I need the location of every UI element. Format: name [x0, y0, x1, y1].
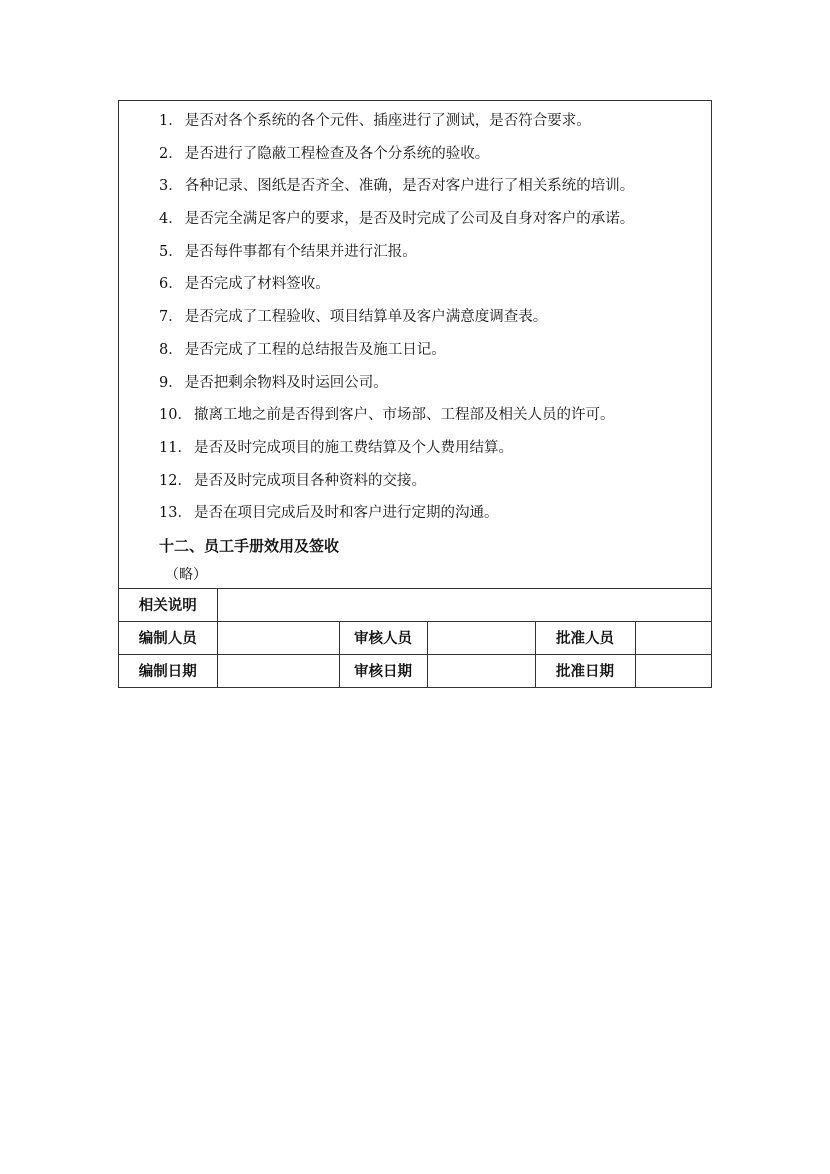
review-date-label: 审核日期 [339, 654, 427, 687]
checklist-item: 4． 是否完全满足客户的要求，是否及时完成了公司及自身对客户的承诺。 [159, 211, 635, 228]
checklist-item: 13． 是否在项目完成后及时和客户进行定期的沟通。 [159, 505, 499, 522]
table-row [119, 589, 711, 622]
checklist-item: 9． 是否把剩余物料及时运回公司。 [159, 374, 388, 391]
checklist-item: 1． 是否对各个系统的各个元件、插座进行了测试，是否符合要求。 [159, 113, 591, 129]
checklist-item: 7． 是否完成了工程验收、项目结算单及客户满意度调查表。 [159, 309, 548, 326]
checklist-item: 3． 各种记录、图纸是否齐全、准确，是否对客户进行了相关系统的培训。 [159, 178, 635, 195]
reviewer-value[interactable] [427, 621, 535, 654]
approver-label: 批准人员 [535, 621, 635, 654]
related-notes-value[interactable] [217, 589, 711, 622]
edit-date-value[interactable] [217, 654, 339, 687]
checklist-item: 10． 撤离工地之前是否得到客户、市场部、工程部及相关人员的许可。 [159, 407, 615, 424]
approve-date-label: 批准日期 [535, 654, 635, 687]
checklist-item: 12． 是否及时完成项目各种资料的交接。 [159, 472, 426, 489]
table-row [119, 621, 711, 654]
approve-date-value[interactable] [635, 654, 711, 687]
checklist-item: 5． 是否每件事都有个结果并进行汇报。 [159, 243, 417, 260]
editor-label: 编制人员 [119, 621, 217, 654]
signature-table [119, 589, 711, 687]
related-notes-label: 相关说明 [119, 589, 217, 622]
checklist-item: 8． 是否完成了工程的总结报告及施工日记。 [159, 341, 446, 358]
edit-date-label: 编制日期 [119, 654, 217, 687]
document-table [118, 100, 712, 688]
editor-value[interactable] [217, 621, 339, 654]
approver-value[interactable] [635, 621, 711, 654]
review-date-value[interactable] [427, 654, 535, 687]
checklist-item: 2． 是否进行了隐蔽工程检查及各个分系统的验收。 [159, 145, 490, 162]
checklist-item: 6． 是否完成了材料签收。 [159, 276, 330, 293]
checklist-section [119, 101, 711, 589]
reviewer-label: 审核人员 [339, 621, 427, 654]
checklist-item: 11． 是否及时完成项目的施工费结算及个人费用结算。 [159, 439, 513, 456]
section-heading: 十二、员工手册效用及签收 [159, 536, 340, 555]
section-note: （略） [165, 566, 207, 583]
table-row [119, 654, 711, 687]
